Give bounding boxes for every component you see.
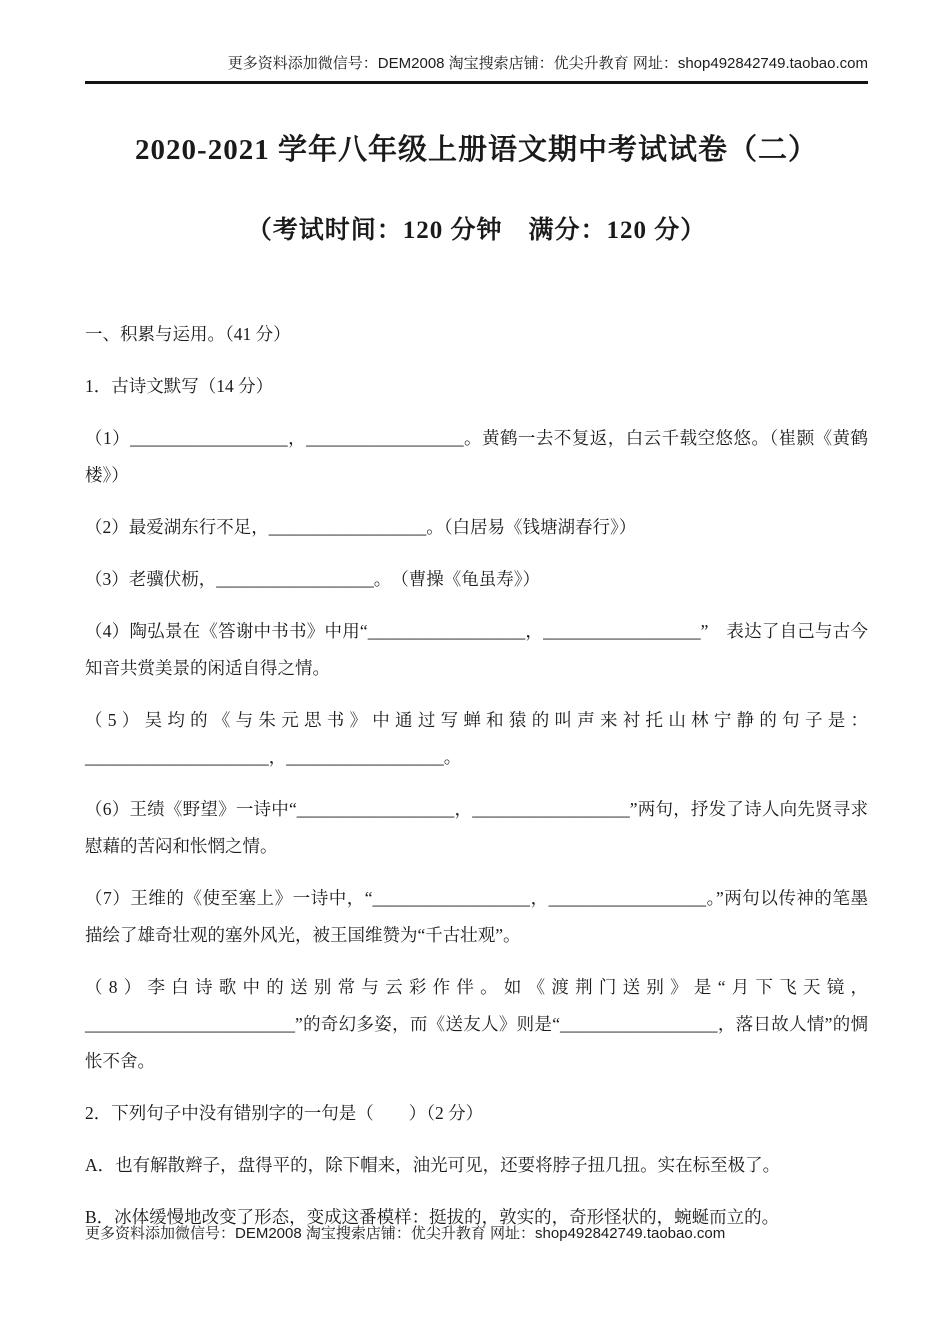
footer-promo-text: 更多资料添加微信号：DEM2008 淘宝搜索店铺：优尖升教育 网址：shop492842749.taobao.com: [85, 1225, 726, 1242]
question-2-option-b: B．冰体缓慢地改变了形态，变成这番模样：挺拔的，敦实的，奇形怪状的，蜿蜒而立的。: [85, 1207, 780, 1227]
question-2-heading: 2．下列句子中没有错别字的一句是（ ）（2 分）: [85, 1103, 484, 1123]
exam-title: 2020-2021 学年八年级上册语文期中考试试卷（二）: [135, 134, 818, 166]
section-1-heading: 一、积累与运用。（41 分）: [85, 324, 291, 344]
page-footer: [85, 1224, 725, 1244]
question-1-item-5: （5）吴均的《与朱元思书》中通过写蝉和猿的叫声来衬托山林宁静的句子是：_____________________，__________________。: [85, 710, 868, 767]
question-1-heading: 1．古诗文默写（14 分）: [85, 376, 274, 396]
question-1-item-3: （3）老骥伏枥，__________________。 （曹操《龟虽寿》）: [85, 569, 540, 589]
question-1-item-1: （1）__________________，__________________。黄鹤一去不复返，白云千载空悠悠。（崔颢《黄鹤楼》）: [85, 428, 868, 485]
question-1-item-7: （7）王维的《使至塞上》一诗中，“__________________，__________________。”两句以传神的笔墨描绘了雄奇壮观的塞外风光，被王国维赞为“千古壮观”。: [85, 888, 868, 945]
question-1-item-6: （6）王绩《野望》一诗中“__________________，__________________”两句，抒发了诗人向先贤寻求慰藉的苦闷和怅惘之情。: [85, 799, 868, 856]
question-2-option-a: A．也有解散辫子，盘得平的，除下帽来，油光可见，还要将脖子扭几扭。实在标至极了。: [85, 1155, 781, 1175]
page-header: [85, 0, 868, 84]
question-1-item-2: （2）最爱湖东行不足，__________________。（白居易《钱塘湖春行》）: [85, 517, 637, 537]
question-1-item-8: （8）李白诗歌中的送别常与云彩作伴。如《渡荆门送别》是“月下飞天镜，________________________”的奇幻多姿，而《送友人》则是“__________________，落日故人情”的惆怅不舍。: [85, 977, 868, 1071]
header-promo-text: 更多资料添加微信号：DEM2008 淘宝搜索店铺：优尖升教育 网址：shop492842749.taobao.com: [227, 55, 868, 72]
exam-body: [85, 316, 868, 1236]
question-1-item-4: （4）陶弘景在《答谢中书书》中用“__________________，__________________” 表达了自己与古今知音共赏美景的闲适自得之情。: [85, 621, 868, 678]
exam-subtitle: （考试时间：120 分钟 满分：120 分）: [246, 217, 707, 244]
